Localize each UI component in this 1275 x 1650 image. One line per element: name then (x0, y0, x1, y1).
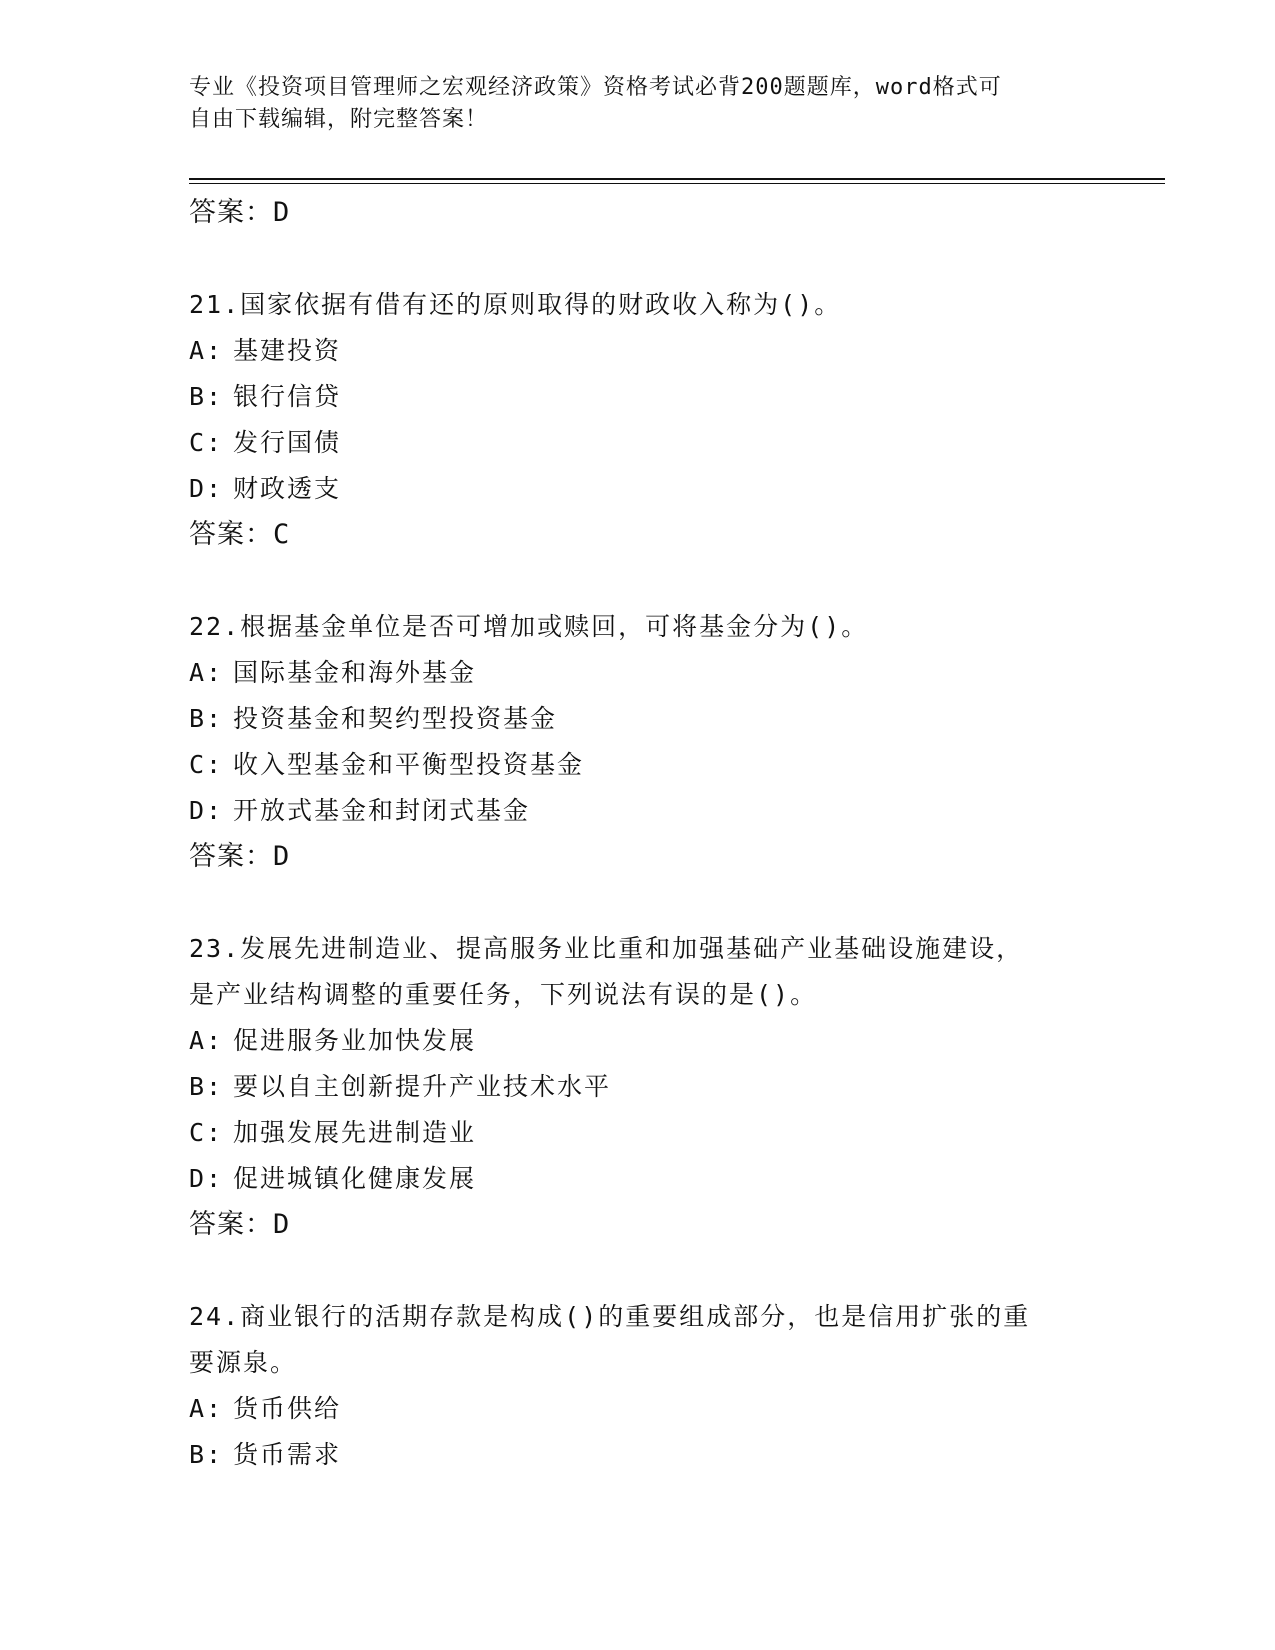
answer: 答案：C (189, 519, 291, 550)
answer: 答案：D (189, 841, 291, 872)
spacer (189, 1248, 1139, 1294)
option-label: B: (189, 382, 224, 411)
question-stem-continued: 要源泉。 (189, 1348, 298, 1377)
option-a (189, 650, 1139, 696)
question-stem: 24.商业银行的活期存款是构成()的重要组成部分，也是信用扩张的重 (189, 1302, 1031, 1331)
option-label: D: (189, 1164, 224, 1193)
option-text: 基建投资 (233, 336, 342, 365)
option-b (189, 374, 1139, 420)
option-text: 银行信贷 (233, 382, 342, 411)
option-a (189, 1386, 1139, 1432)
option-text: 投资基金和契约型投资基金 (233, 704, 558, 733)
option-label: C: (189, 750, 224, 779)
option-label: B: (189, 704, 224, 733)
option-text: 货币供给 (233, 1394, 342, 1423)
spacer (189, 880, 1139, 926)
question-stem: 22.根据基金单位是否可增加或赎回，可将基金分为()。 (189, 612, 869, 641)
question-stem-continued: 是产业结构调整的重要任务，下列说法有误的是()。 (189, 980, 818, 1009)
option-c (189, 742, 1139, 788)
option-text: 财政透支 (233, 474, 342, 503)
question-block (189, 926, 1139, 1248)
question-block (189, 1294, 1139, 1478)
header-rule-thick (189, 178, 1165, 180)
option-label: B: (189, 1072, 224, 1101)
option-text: 发行国债 (233, 428, 342, 457)
option-d (189, 466, 1139, 512)
question-block (189, 282, 1139, 558)
answer: 答案：D (189, 1209, 291, 1240)
option-c (189, 420, 1139, 466)
option-text: 收入型基金和平衡型投资基金 (233, 750, 585, 779)
spacer (189, 236, 1139, 282)
option-label: A: (189, 658, 224, 687)
option-text: 促进服务业加快发展 (233, 1026, 477, 1055)
option-b (189, 1432, 1139, 1478)
question-stem: 21.国家依据有借有还的原则取得的财政收入称为()。 (189, 290, 842, 319)
option-text: 加强发展先进制造业 (233, 1118, 477, 1147)
question-list (189, 190, 1139, 1478)
option-text: 促进城镇化健康发展 (233, 1164, 477, 1193)
spacer (189, 558, 1139, 604)
document-header: 专业《投资项目管理师之宏观经济政策》资格考试必背200题题库，word格式可 自由下载编辑，附完整答案！ (189, 75, 1002, 132)
option-label: A: (189, 1394, 224, 1423)
option-text: 货币需求 (233, 1440, 342, 1469)
option-b (189, 1064, 1139, 1110)
option-label: A: (189, 1026, 224, 1055)
header-rule-thin (189, 183, 1165, 184)
question-stem: 23.发展先进制造业、提高服务业比重和加强基础产业基础设施建设， (189, 934, 1024, 963)
option-text: 要以自主创新提升产业技术水平 (233, 1072, 612, 1101)
option-text: 开放式基金和封闭式基金 (233, 796, 531, 825)
option-label: D: (189, 474, 224, 503)
option-label: D: (189, 796, 224, 825)
question-block (189, 604, 1139, 880)
option-label: C: (189, 428, 224, 457)
option-c (189, 1110, 1139, 1156)
option-label: A: (189, 336, 224, 365)
option-label: C: (189, 1118, 224, 1147)
option-a (189, 1018, 1139, 1064)
option-a (189, 328, 1139, 374)
option-text: 国际基金和海外基金 (233, 658, 477, 687)
previous-answer: 答案：D (189, 197, 291, 228)
option-b (189, 696, 1139, 742)
option-d (189, 788, 1139, 834)
option-d (189, 1156, 1139, 1202)
option-label: B: (189, 1440, 224, 1469)
